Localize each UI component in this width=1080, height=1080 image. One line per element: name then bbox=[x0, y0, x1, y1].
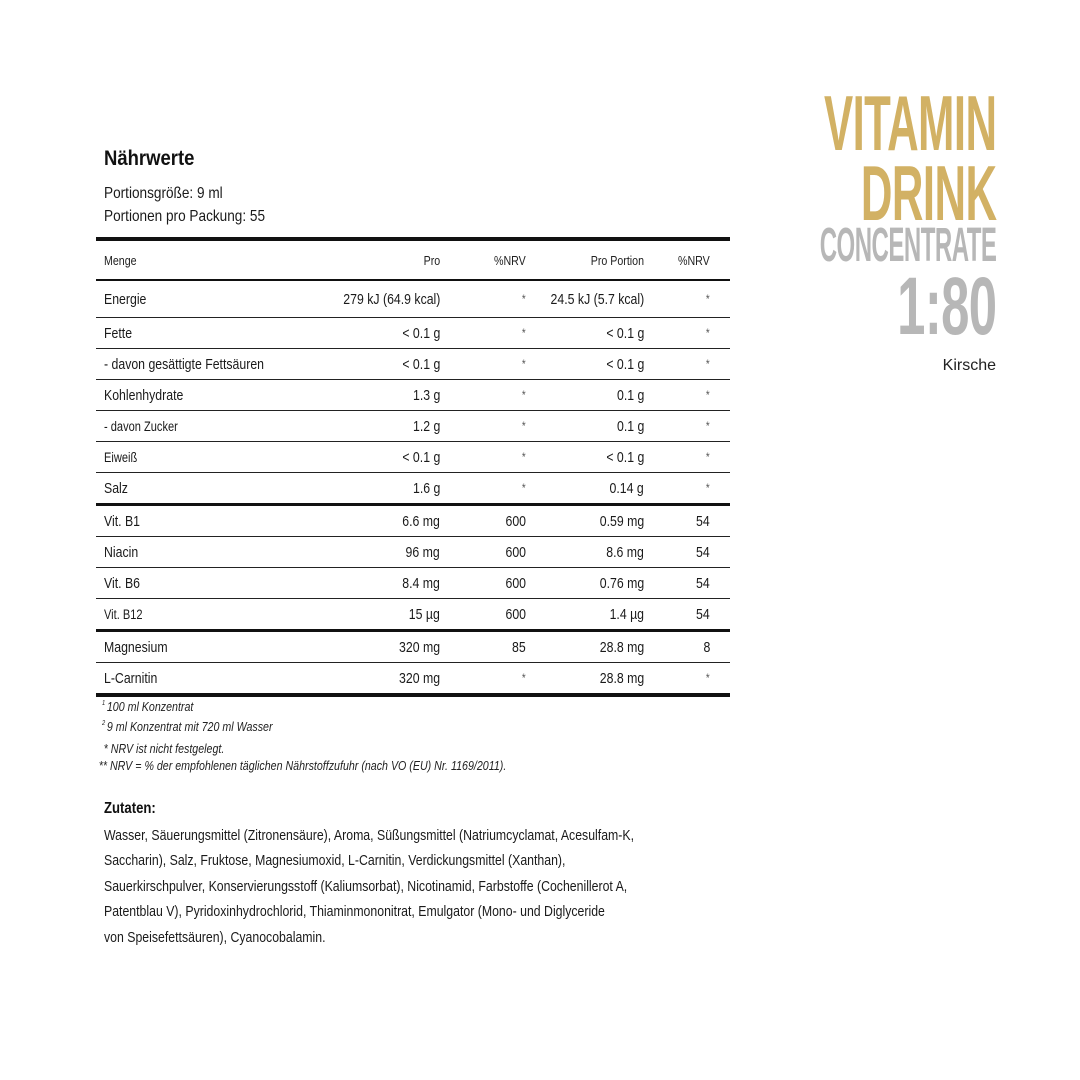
nutrient-name: - davon gesättigte Fettsäuren bbox=[104, 355, 265, 373]
value-nrv-portion: 54 bbox=[696, 512, 710, 530]
column-header-menge: Menge bbox=[96, 239, 304, 280]
value-nrv: * bbox=[522, 419, 526, 433]
value-pro-portion: 28.8 mg bbox=[599, 669, 644, 687]
value-nrv-portion: * bbox=[706, 357, 710, 371]
serving-info bbox=[104, 182, 265, 228]
value-nrv-portion: * bbox=[706, 481, 710, 495]
value-nrv: * bbox=[522, 388, 526, 402]
nutrition-table bbox=[96, 237, 730, 697]
value-pro-portion: 0.76 mg bbox=[599, 574, 644, 592]
value-pro: 6.6 mg bbox=[402, 512, 440, 530]
table-row bbox=[96, 349, 730, 380]
ingredients-line: Patentblau V), Pyridoxinhydrochlorid, Thiaminmononitrat, Emulgator (Mono- und Diglyceride bbox=[104, 903, 605, 921]
nutrient-name: Kohlenhydrate bbox=[104, 386, 184, 404]
nutrient-name: Vit. B1 bbox=[104, 512, 141, 530]
table-row bbox=[96, 663, 730, 696]
value-pro-portion: < 0.1 g bbox=[606, 448, 644, 466]
servings-per-pack: Portionen pro Packung: 55 bbox=[104, 208, 266, 225]
value-pro: < 0.1 g bbox=[402, 324, 440, 342]
value-pro-portion: 1.4 µg bbox=[609, 605, 644, 623]
footnotes bbox=[98, 695, 507, 774]
column-header-nrv-portion: %NRV bbox=[644, 239, 730, 280]
value-nrv: * bbox=[522, 481, 526, 495]
table-header-row bbox=[96, 239, 730, 280]
value-nrv: * bbox=[522, 357, 526, 371]
value-pro-portion: < 0.1 g bbox=[606, 324, 644, 342]
value-nrv-portion: * bbox=[706, 671, 710, 685]
value-nrv: 600 bbox=[505, 605, 526, 623]
value-pro-portion: 0.59 mg bbox=[599, 512, 644, 530]
ingredients-line: Sauerkirschpulver, Konservierungsstoff (Kaliumsorbat), Nicotinamid, Farbstoffe (Cochenillerot A, bbox=[104, 877, 628, 895]
value-nrv: 85 bbox=[512, 638, 526, 656]
nutrient-name: Niacin bbox=[104, 543, 139, 561]
footnote-1: $^1$ 100 ml Konzentrat bbox=[102, 699, 194, 714]
value-pro-portion: 24.5 kJ (5.7 kcal) bbox=[550, 290, 644, 308]
value-nrv: * bbox=[522, 326, 526, 340]
nutrient-name: - davon Zucker bbox=[104, 418, 178, 434]
table-row bbox=[96, 442, 730, 473]
value-nrv-portion: 54 bbox=[696, 574, 710, 592]
ingredients-line: von Speisefettsäuren), Cyanocobalamin. bbox=[104, 928, 326, 946]
brand-line-ratio: 1:80 bbox=[896, 261, 996, 352]
column-header-nrv: %NRV bbox=[440, 239, 528, 280]
value-nrv-portion: * bbox=[706, 292, 710, 306]
value-pro: 320 mg bbox=[398, 669, 440, 687]
value-pro-portion: 8.6 mg bbox=[606, 543, 644, 561]
value-pro: 96 mg bbox=[405, 543, 440, 561]
value-pro: < 0.1 g bbox=[402, 448, 440, 466]
value-pro-portion: 0.1 g bbox=[616, 386, 644, 404]
table-row bbox=[96, 599, 730, 631]
value-nrv-portion: * bbox=[706, 326, 710, 340]
footnote-2: $^2$ 9 ml Konzentrat mit 720 ml Wasser bbox=[102, 719, 273, 734]
value-nrv-portion: 54 bbox=[696, 543, 710, 561]
serving-size: Portionsgröße: 9 ml bbox=[104, 185, 223, 202]
column-header-pro-portion: Pro Portion bbox=[528, 239, 644, 280]
ingredients-line: Wasser, Säuerungsmittel (Zitronensäure), Aroma, Süßungsmittel (Natriumcyclamat, Acesulfam-K, bbox=[104, 827, 635, 844]
value-pro: 15 µg bbox=[408, 605, 440, 623]
table-row bbox=[96, 537, 730, 568]
footnote-nrv-not-set: * NRV ist nicht festgelegt. bbox=[103, 741, 225, 756]
nutrient-name: L-Carnitin bbox=[104, 669, 158, 687]
value-nrv-portion: * bbox=[706, 419, 710, 433]
value-pro: 279 kJ (64.9 kcal) bbox=[342, 290, 440, 308]
table-row bbox=[96, 411, 730, 442]
value-nrv: 600 bbox=[505, 512, 526, 530]
value-nrv: * bbox=[522, 292, 526, 306]
value-nrv: 600 bbox=[505, 543, 526, 561]
value-nrv: * bbox=[522, 671, 526, 685]
value-nrv: * bbox=[522, 450, 526, 464]
value-pro: 320 mg bbox=[398, 638, 440, 656]
column-header-pro: Pro bbox=[304, 239, 440, 280]
value-pro: 1.2 g bbox=[412, 417, 440, 435]
footnote-nrv-definition: ** NRV = % der empfohlenen täglichen Nährstoffzufuhr (nach VO (EU) Nr. 1169/2011). bbox=[98, 758, 507, 773]
nutrient-name: Magnesium bbox=[104, 638, 168, 656]
value-pro: < 0.1 g bbox=[402, 355, 440, 373]
nutrient-name: Fette bbox=[104, 324, 133, 342]
nutrient-name: Vit. B6 bbox=[104, 574, 141, 592]
brand-line-drink: DRINK bbox=[860, 149, 996, 237]
ingredients-line: Saccharin), Salz, Fruktose, Magnesiumoxid, L-Carnitin, Verdickungsmittel (Xanthan), bbox=[104, 852, 566, 870]
table-row bbox=[96, 631, 730, 663]
table-row bbox=[96, 380, 730, 411]
brand-line-vitamin: VITAMIN bbox=[823, 79, 996, 167]
value-nrv-portion: 54 bbox=[696, 605, 710, 623]
brand-line-concentrate: CONCENTRATE bbox=[819, 219, 996, 272]
table-row bbox=[96, 318, 730, 349]
value-pro: 8.4 mg bbox=[402, 574, 440, 592]
nutrient-name: Vit. B12 bbox=[104, 606, 143, 622]
value-nrv-portion: * bbox=[706, 450, 710, 464]
value-pro: 1.3 g bbox=[412, 386, 440, 404]
ingredients-text bbox=[104, 823, 670, 950]
table-row bbox=[96, 505, 730, 537]
value-pro-portion: 0.1 g bbox=[616, 417, 644, 435]
nutrient-name: Energie bbox=[104, 290, 147, 308]
value-nrv-portion: * bbox=[706, 388, 710, 402]
value-nrv: 600 bbox=[505, 574, 526, 592]
value-pro: 1.6 g bbox=[412, 479, 440, 497]
value-pro-portion: < 0.1 g bbox=[606, 355, 644, 373]
nutrient-name: Salz bbox=[104, 479, 128, 497]
flavor-label: Kirsche bbox=[942, 357, 996, 374]
value-nrv-portion: 8 bbox=[703, 638, 710, 656]
nutrient-name: Eiweiß bbox=[104, 449, 138, 465]
table-row bbox=[96, 280, 730, 318]
value-pro-portion: 28.8 mg bbox=[599, 638, 644, 656]
ingredients-title: Zutaten: bbox=[104, 800, 156, 817]
table-row bbox=[96, 568, 730, 599]
table-row bbox=[96, 473, 730, 505]
value-pro-portion: 0.14 g bbox=[609, 479, 644, 497]
page-title: Nährwerte bbox=[104, 147, 195, 170]
